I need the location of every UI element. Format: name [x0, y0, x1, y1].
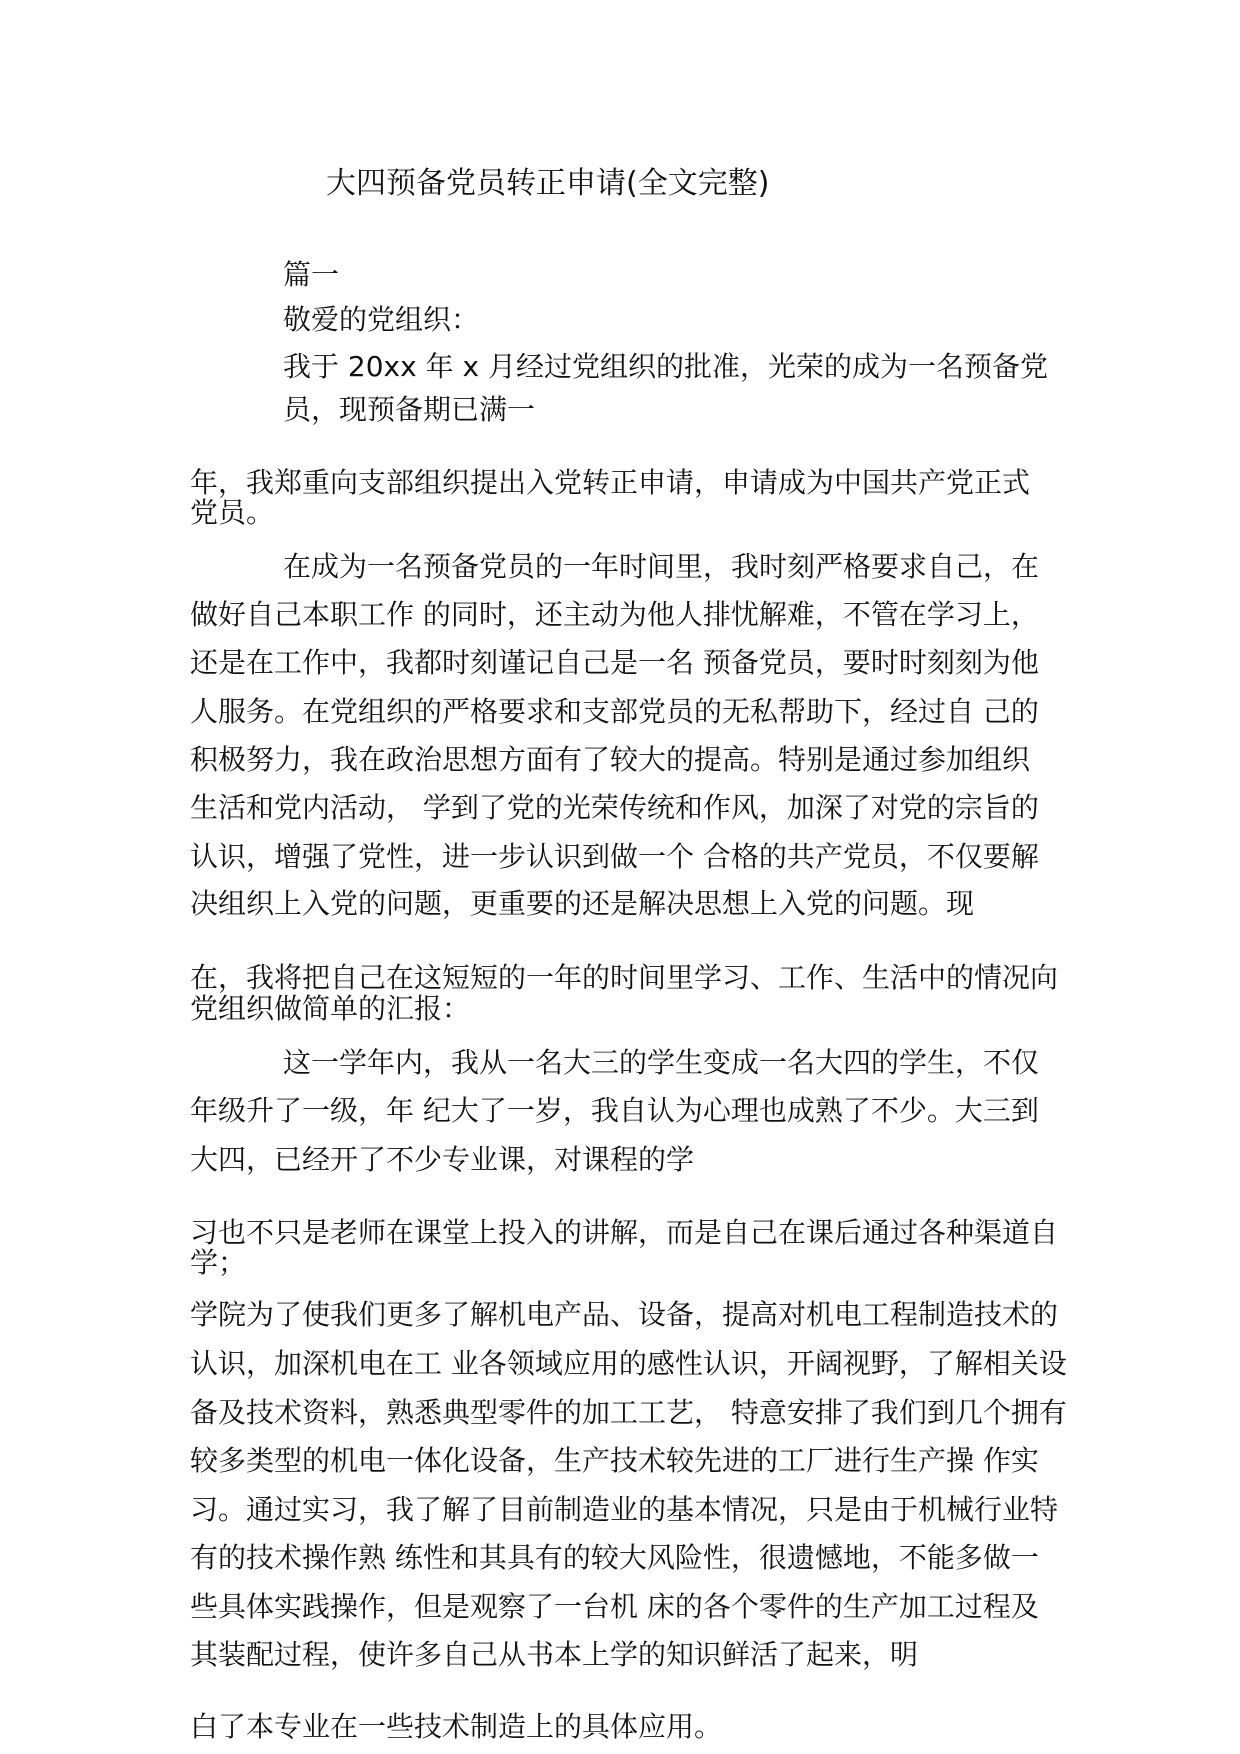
paragraph-line: 做好自己本职工作 的同时，还主动为他人排忧解难，不管在学习上， [190, 598, 1039, 631]
paragraph-line: 这一学年内，我从一名大三的学生变成一名大四的学生，不仅 [283, 1046, 1040, 1079]
paragraph-line: 决组织上入党的问题，更重要的还是解决思想上入党的问题。现 [190, 887, 975, 920]
paragraph-line: 生活和党内活动， 学到了党的光荣传统和作风，加深了对党的宗旨的 [190, 791, 1039, 824]
paragraph-line: 其装配过程，使许多自己从书本上学的知识鲜活了起来，明 [190, 1638, 919, 1671]
paragraph-line: 有的技术操作熟 练性和其具有的较大风险性，很遗憾地，不能多做一 [190, 1541, 1039, 1574]
paragraph-line: 认识，增强了党性，进一步认识到做一个 合格的共产党员，不仅要解 [190, 840, 1039, 873]
paragraph-line: 积极努力，我在政治思想方面有了较大的提高。特别是通过参加组织 [190, 743, 1031, 776]
paragraph-line: 白了本专业在一些技术制造上的具体应用。 [190, 1710, 723, 1743]
paragraph-line: 年，我郑重向支部组织提出入党转正申请，申请成为中国共产党正式 [190, 466, 1031, 499]
paragraph-line: 较多类型的机电一体化设备，生产技术较先进的工厂进行生产操 作实 [190, 1444, 1039, 1477]
paragraph-line: 些具体实践操作，但是观察了一台机 床的各个零件的生产加工过程及 [190, 1590, 1039, 1623]
paragraph-line: 大四，已经开了不少专业课，对课程的学 [190, 1143, 695, 1176]
paragraph-line: 学院为了使我们更多了解机电产品、设备，提高对机电工程制造技术的 [190, 1298, 1059, 1331]
paragraph-line: 习也不只是老师在课堂上投入的讲解，而是自己在课后通过各种渠道自 [190, 1216, 1059, 1249]
paragraph-line: 年级升了一级，年 纪大了一岁，我自认为心理也成熟了不少。大三到 [190, 1094, 1039, 1127]
document-title: 大四预备党员转正申请(全文完整) [326, 166, 770, 201]
salutation: 敬爱的党组织： [283, 303, 480, 336]
paragraph-line: 还是在工作中，我都时刻谨记自己是一名 预备党员，要时时刻刻为他 [190, 646, 1039, 679]
paragraph-line: 人服务。在党组织的严格要求和支部党员的无私帮助下，经过自 己的 [190, 695, 1039, 728]
paragraph-line: 党组织做简单的汇报： [190, 992, 471, 1025]
paragraph-line: 习。通过实习，我了解了目前制造业的基本情况，只是由于机械行业特 [190, 1493, 1059, 1526]
paragraph-line: 我于 20xx 年 x 月经过党组织的批准，光荣的成为一名预备党 [283, 350, 1048, 383]
paragraph-line: 党员。 [190, 496, 275, 529]
paragraph-line: 在，我将把自己在这短短的一年的时间里学习、工作、生活中的情况向 [190, 961, 1059, 994]
paragraph-line: 认识，加深机电在工 业各领域应用的感性认识，开阔视野，了解相关设 [190, 1347, 1067, 1380]
paragraph-line: 员，现预备期已满一 [283, 393, 536, 426]
paragraph-line: 学； [190, 1246, 247, 1279]
section-heading: 篇一 [283, 258, 340, 291]
paragraph-line: 在成为一名预备党员的一年时间里，我时刻严格要求自己，在 [283, 550, 1040, 583]
paragraph-line: 备及技术资料，熟悉典型零件的加工工艺， 特意安排了我们到几个拥有 [190, 1396, 1067, 1429]
